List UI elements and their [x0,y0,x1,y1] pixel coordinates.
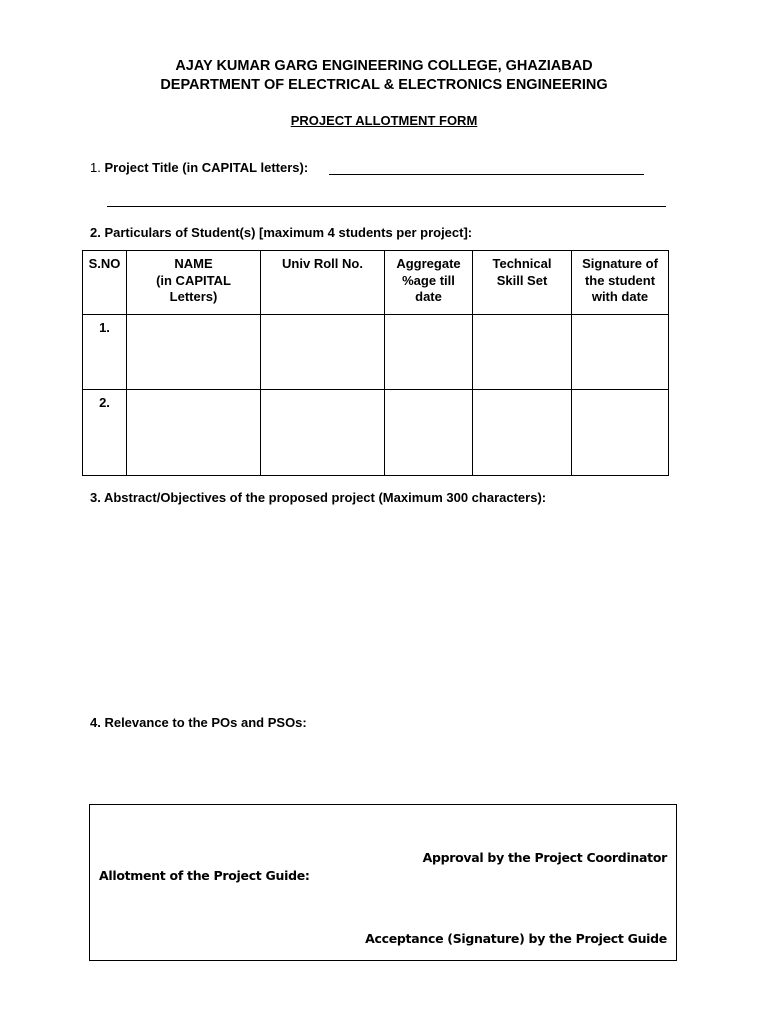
students-table [82,250,669,476]
allotment-guide-label: Allotment of the Project Guide: [99,868,310,883]
roll-cell[interactable] [261,315,385,390]
aggregate-cell[interactable] [385,390,473,476]
row-sno: 1. [83,315,127,390]
q1-project-title-label [90,160,308,175]
aggregate-cell[interactable] [385,315,473,390]
col-header-skills: Technical Skill Set [473,251,572,315]
col-header-roll: Univ Roll No. [261,251,385,315]
coordinator-approval-label: Approval by the Project Coordinator [422,850,667,865]
table-row [83,315,669,390]
signature-cell[interactable] [572,315,669,390]
name-cell[interactable] [127,390,261,476]
form-title: PROJECT ALLOTMENT FORM [290,113,478,128]
q1-label: Project Title (in CAPITAL letters): [104,160,309,175]
table-header-row [83,251,669,315]
q2-label: 2. Particulars of Student(s) [maximum 4 students per project]: [90,225,473,240]
department-name: DEPARTMENT OF ELECTRICAL & ELECTRONICS ENGINEERING [160,77,608,93]
q1-number: 1. [90,160,101,175]
col-header-signature: Signature of the student with date [572,251,669,315]
college-name: AJAY KUMAR GARG ENGINEERING COLLEGE, GHAZIABAD [175,58,593,74]
name-cell[interactable] [127,315,261,390]
col-header-sno: S.NO [83,251,127,315]
signature-cell[interactable] [572,390,669,476]
skills-cell[interactable] [473,390,572,476]
row-sno: 2. [83,390,127,476]
project-title-line-1[interactable] [329,174,644,175]
roll-cell[interactable] [261,390,385,476]
skills-cell[interactable] [473,315,572,390]
project-title-line-2[interactable] [107,206,666,207]
col-header-aggregate: Aggregate %age till date [385,251,473,315]
guide-acceptance-label: Acceptance (Signature) by the Project Guide [365,931,667,946]
approval-box [89,804,677,961]
q3-label: 3. Abstract/Objectives of the proposed project (Maximum 300 characters): [90,490,547,505]
col-header-name: NAME (in CAPITAL Letters) [127,251,261,315]
q4-label: 4. Relevance to the POs and PSOs: [90,715,307,730]
table-row [83,390,669,476]
